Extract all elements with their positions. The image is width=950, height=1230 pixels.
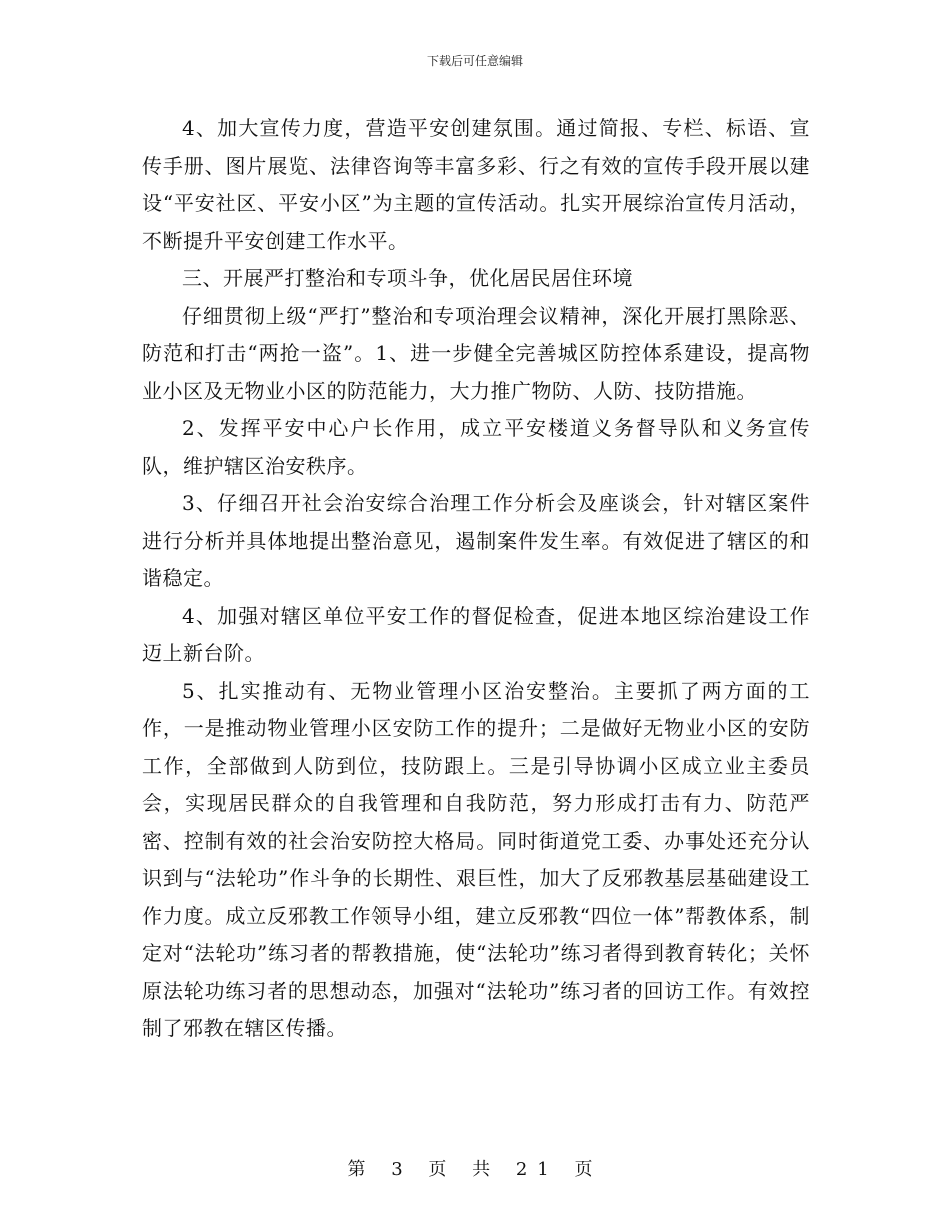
- section-heading: 三、开展严打整治和专项斗争，优化居民居住环境: [182, 266, 633, 290]
- page-number: 第 3 页 共 21 页: [347, 1159, 603, 1180]
- page-header: 下载后可任意编辑: [426, 54, 523, 68]
- paragraph: 仔细贯彻上级“严打”整治和专项治理会议精神，深化开展打黑除恶、防范和打击“两抢一盗”。1、进一步健全完善城区防控体系建设，提高物业小区及无物业小区的防范能力，大力推广物防、人防、技防措施。: [142, 303, 810, 403]
- paragraph: 3、仔细召开社会治安综合治理工作分析会及座谈会，针对辖区案件进行分析并具体地提出整治意见，遏制案件发生率。有效促进了辖区的和谐稳定。: [142, 491, 810, 590]
- paragraph: 5、扎实推动有、无物业管理小区治安整治。主要抓了两方面的工作，一是推动物业管理小区安防工作的提升；二是做好无物业小区的安防工作，全部做到人防到位，技防跟上。三是引导协调小区成立业主委员会，实现居民群众的自我管理和自我防范，努力形成打击有力、防范严密、控制有效的社会治安防控大格局。同时街道党工委、办事处还充分认识到与“法轮功”作斗争的长期性、艰巨性，加大了反邪教基层基础建设工作力度。成立反邪教工作领导小组，建立反邪教“四位一体”帮教体系，制定对“法轮功”练习者的帮教措施，使“法轮功”练习者得到教育转化；关怀原法轮功练习者的思想动态，加强对“法轮功”练习者的回访工作。有效控制了邪教在辖区传播。: [142, 678, 810, 1040]
- paragraph: 4、加大宣传力度，营造平安创建氛围。通过简报、专栏、标语、宣传手册、图片展览、法律咨询等丰富多彩、行之有效的宣传手段开展以建设“平安社区、平安小区”为主题的宣传活动。扎实开展综治宣传月活动，不断提升平安创建工作水平。: [142, 116, 810, 253]
- paragraph: 2、发挥平安中心户长作用，成立平安楼道义务督导队和义务宣传队，维护辖区治安秩序。: [142, 416, 810, 478]
- paragraph: 4、加强对辖区单位平安工作的督促检查，促进本地区综治建设工作迈上新台阶。: [142, 603, 810, 665]
- document-body: [142, 110, 810, 1048]
